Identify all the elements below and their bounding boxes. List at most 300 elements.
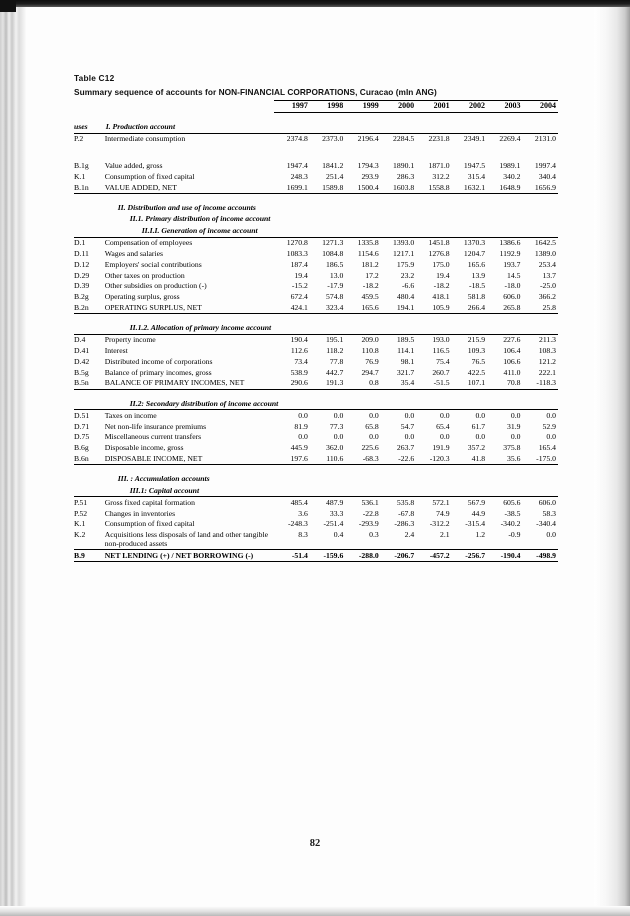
cell-value: 445.9 (290, 443, 308, 453)
cell-value: 2349.1 (463, 134, 486, 144)
cell-value: 165.6 (345, 302, 380, 313)
table-row (74, 281, 558, 292)
cell-value: 35.6 (487, 453, 522, 464)
cell-value: -118.3 (522, 378, 558, 389)
cell-value: 572.1 (432, 497, 450, 507)
page-number: 82 (309, 838, 321, 849)
cell-value: 248.3 (290, 171, 308, 181)
row-code: B.6n (74, 453, 104, 464)
cell-value: 411.0 (503, 367, 521, 377)
cell-value: 581.8 (467, 292, 486, 302)
cell-value: 186.5 (326, 259, 344, 269)
cell-value: 1389.0 (534, 248, 556, 258)
cell-value: -175.0 (522, 453, 558, 464)
column-header-year-2001: 2001 (416, 101, 451, 113)
table-row (74, 334, 558, 345)
row-code: B.5n (74, 378, 104, 389)
section-code-cell (74, 202, 104, 214)
cell-value: -18.2 (362, 281, 379, 291)
row-label: OPERATING SURPLUS, NET (104, 302, 275, 313)
section-header-capital (74, 485, 558, 497)
cell-value: 76.9 (365, 356, 379, 366)
cell-value: -340.2 (500, 519, 521, 529)
cell-value: 13.0 (329, 270, 344, 280)
row-label: Other taxes on production (104, 270, 185, 280)
cell-value: 0.0 (440, 432, 450, 442)
cell-value: 222.1 (538, 367, 556, 377)
cell-value: -315.4 (465, 519, 486, 529)
cell-value: 1370.3 (463, 238, 486, 248)
row-code: D.75 (74, 432, 90, 442)
cell-value: 193.0 (432, 335, 450, 345)
table-row (74, 497, 558, 508)
cell-value: -248.3 (288, 519, 308, 529)
cell-value: 1648.9 (487, 182, 522, 193)
cell-value: 0.0 (369, 410, 379, 420)
section-code-cell (74, 225, 104, 237)
cell-value: 2196.4 (357, 134, 379, 144)
cell-value: 0.0 (333, 432, 344, 442)
spacer (74, 314, 558, 323)
row-label: Net non-life insurance premiums (104, 421, 207, 431)
cell-value: 2.1 (440, 530, 450, 540)
cell-value: 321.7 (396, 367, 415, 377)
cell-value: -68.3 (345, 453, 380, 464)
row-label: Disposable income, gross (104, 443, 184, 453)
cell-value: 294.7 (361, 367, 379, 377)
cell-value: -288.0 (345, 550, 380, 562)
cell-value: 181.2 (361, 259, 379, 269)
cell-value: 0.0 (369, 432, 379, 442)
cell-value: 1154.6 (357, 248, 379, 258)
cell-value: 263.7 (396, 443, 415, 453)
row-label: Property income (104, 335, 156, 345)
section-code-cell (74, 213, 104, 225)
cell-value: 81.9 (294, 421, 308, 431)
cell-value: 1997.4 (534, 161, 556, 171)
cell-value: 58.3 (542, 508, 556, 518)
cell-value: 0.0 (475, 432, 486, 442)
cell-value: 225.6 (361, 443, 379, 453)
header-label-cell (104, 101, 275, 113)
cell-value: 0.0 (510, 432, 521, 442)
cell-value: 1603.8 (381, 182, 416, 193)
cell-value: 1386.6 (499, 238, 521, 248)
cell-value: 98.1 (400, 356, 415, 366)
cell-value: 106.4 (503, 346, 521, 356)
section-code-cell (74, 485, 104, 497)
row-label: DISPOSABLE INCOME, NET (104, 453, 275, 464)
row-code: D.39 (74, 281, 90, 291)
row-label: Intermediate consumption (104, 134, 186, 144)
cell-value: 286.3 (396, 171, 415, 181)
cell-value: 110.6 (310, 453, 345, 464)
row-label: Value added, gross (104, 161, 163, 171)
column-header-year-1997: 1997 (274, 101, 309, 113)
column-header-year-2000: 2000 (381, 101, 416, 113)
cell-value: 0.0 (333, 410, 344, 420)
cell-value: 1084.8 (322, 248, 344, 258)
page-top-dark-band (0, 0, 630, 7)
cell-value: 260.7 (432, 367, 450, 377)
row-code: B.2g (74, 292, 89, 302)
cell-value: 2231.8 (428, 134, 450, 144)
table-row (74, 259, 558, 270)
cell-value: 41.8 (452, 453, 487, 464)
row-label: NET LENDING (+) / NET BORROWING (-) (104, 550, 275, 562)
row-label: Other subsidies on production (-) (104, 281, 207, 291)
section-title-secondary: II.2: Secondary distribution of income account (104, 398, 558, 410)
section-header-generation (74, 225, 558, 237)
row-code: P.51 (74, 497, 88, 507)
cell-value: 121.2 (538, 356, 556, 366)
cell-value: 0.0 (546, 530, 556, 540)
row-code: B.1g (74, 161, 89, 171)
row-code: K.2 (74, 530, 86, 540)
column-header-year-2003: 2003 (487, 101, 522, 113)
cell-value: 606.0 (503, 292, 521, 302)
cell-value: 535.8 (396, 497, 415, 507)
cell-value: 366.2 (538, 292, 556, 302)
cell-value: 1841.2 (322, 161, 344, 171)
row-label: Balance of primary incomes, gross (104, 367, 212, 377)
cell-value: 14.5 (507, 270, 521, 280)
table-row (74, 453, 558, 464)
section-title-production: I. Production account (104, 121, 558, 133)
row-label: Consumption of fixed capital (104, 171, 195, 181)
column-header-year-2002: 2002 (452, 101, 487, 113)
cell-value: -340.4 (536, 519, 556, 529)
cell-value: 0.3 (369, 530, 379, 540)
cell-value: 0.0 (546, 432, 556, 442)
cell-value: 1276.8 (428, 248, 450, 258)
cell-value: 362.0 (326, 443, 344, 453)
row-label: Changes in inventories (104, 508, 176, 518)
table-row (74, 367, 558, 378)
cell-value: 487.9 (326, 497, 344, 507)
cell-value: 1871.0 (428, 161, 450, 171)
cell-value: 253.4 (538, 259, 556, 269)
cell-value: 31.9 (507, 421, 521, 431)
cell-value: 1500.4 (345, 182, 380, 193)
table-row (74, 443, 558, 454)
table-header-row (74, 101, 558, 113)
cell-value: 567.9 (467, 497, 486, 507)
cell-value: 1699.1 (274, 182, 309, 193)
section-title-allocation: II.1.2. Allocation of primary income account (104, 322, 558, 334)
table-row (74, 302, 558, 313)
cell-value: 266.4 (452, 302, 487, 313)
section-header-accumulation (74, 473, 558, 485)
cell-value: 2269.4 (499, 134, 521, 144)
row-code: D.51 (74, 410, 90, 420)
cell-value: 0.0 (440, 410, 450, 420)
cell-value: 215.9 (467, 335, 486, 345)
cell-value: 0.0 (298, 410, 308, 420)
row-code: D.71 (74, 421, 90, 431)
cell-value: 293.9 (361, 171, 379, 181)
cell-value: -190.4 (487, 550, 522, 562)
cell-value: 375.8 (503, 443, 521, 453)
table-row (74, 160, 558, 171)
row-label: Miscellaneous current transfers (104, 432, 202, 442)
cell-value: -22.8 (362, 508, 379, 518)
cell-value: 536.1 (361, 497, 379, 507)
row-code: D.42 (74, 356, 90, 366)
cell-value: 13.7 (542, 270, 556, 280)
table-row (74, 356, 558, 367)
cell-value: -18.0 (504, 281, 521, 291)
table-number: Table C12 (74, 73, 115, 83)
cell-value: 175.0 (432, 259, 450, 269)
table-row-total (74, 550, 558, 562)
row-code: B.1n (74, 182, 104, 193)
cell-value: 165.4 (538, 443, 556, 453)
row-code: B.9 (74, 550, 104, 562)
cell-value: 0.0 (404, 410, 415, 420)
cell-value: -51.4 (274, 550, 309, 562)
row-code: D.41 (74, 346, 90, 356)
cell-value: -6.6 (402, 281, 415, 291)
row-code: P.52 (74, 508, 88, 518)
section-header-production (74, 121, 558, 133)
cell-value: -251.4 (323, 519, 344, 529)
cell-value: 190.4 (290, 335, 308, 345)
cell-value: 1656.9 (522, 182, 558, 193)
row-label: BALANCE OF PRIMARY INCOMES, NET (104, 378, 275, 389)
cell-value: 0.0 (404, 432, 415, 442)
header-code-cell (74, 101, 104, 113)
cell-value: 480.4 (396, 292, 415, 302)
cell-value: 107.1 (452, 378, 487, 389)
cell-value: 1083.3 (286, 248, 308, 258)
section-title-capital: III.1: Capital account (104, 485, 558, 497)
row-label: Interest (104, 346, 128, 356)
table-row (74, 171, 558, 182)
cell-value: 0.0 (298, 432, 308, 442)
cell-value: 116.5 (432, 346, 450, 356)
cell-value: 209.0 (361, 335, 379, 345)
cell-value: 340.4 (538, 171, 556, 181)
cell-value: -159.6 (310, 550, 345, 562)
cell-value: 193.7 (503, 259, 521, 269)
cell-value: 54.7 (400, 421, 415, 431)
cell-value: 290.6 (274, 378, 309, 389)
spacer (74, 144, 558, 155)
cell-value: -206.7 (381, 550, 416, 562)
cell-value: -120.3 (416, 453, 451, 464)
cell-value: -22.6 (381, 453, 416, 464)
cell-value: 52.9 (542, 421, 556, 431)
table-row (74, 432, 558, 443)
row-label: Employers' social contributions (104, 259, 202, 269)
cell-value: 459.5 (361, 292, 379, 302)
cell-value: 1451.8 (428, 238, 450, 248)
cell-value: 312.2 (432, 171, 450, 181)
cell-value: 211.3 (538, 335, 556, 345)
cell-value: 605.6 (503, 497, 521, 507)
cell-value: 357.2 (467, 443, 486, 453)
row-label: Compensation of employees (104, 238, 193, 248)
cell-value: -17.9 (327, 281, 344, 291)
cell-value: 227.6 (503, 335, 521, 345)
cell-value: 315.4 (467, 171, 486, 181)
cell-value: 1890.1 (393, 161, 415, 171)
table-row (74, 378, 558, 389)
cell-value: 251.4 (326, 171, 344, 181)
table-row (74, 410, 558, 421)
cell-value: 175.9 (396, 259, 415, 269)
row-label: Wages and salaries (104, 248, 163, 258)
page-title: Summary sequence of accounts for NON-FINANCIAL CORPORATIONS, Curacao (mln ANG) (74, 87, 437, 97)
row-code: D.11 (74, 248, 89, 258)
spacer (74, 465, 558, 474)
cell-value: -0.9 (508, 530, 521, 540)
page-corner-dark (0, 0, 16, 12)
cell-value: 1270.8 (286, 238, 308, 248)
cell-value: 1642.5 (534, 238, 556, 248)
cell-value: -18.5 (469, 281, 486, 291)
section-header-secondary (74, 398, 558, 410)
cell-value: -67.8 (398, 508, 415, 518)
row-label: Consumption of fixed capital (104, 519, 195, 529)
column-header-year-2004: 2004 (522, 101, 558, 113)
column-header-year-1999: 1999 (345, 101, 380, 113)
cell-value: 1989.1 (499, 161, 521, 171)
cell-value: 418.1 (432, 292, 450, 302)
cell-value: 323.4 (310, 302, 345, 313)
cell-value: 0.0 (510, 410, 521, 420)
cell-value: 538.9 (290, 367, 308, 377)
cell-value: 2373.0 (322, 134, 344, 144)
cell-value: -286.3 (394, 519, 415, 529)
cell-value: 77.3 (329, 421, 344, 431)
cell-value: 8.3 (298, 530, 308, 540)
cell-value: 70.8 (487, 378, 522, 389)
cell-value: 2131.0 (534, 134, 556, 144)
cell-value: 0.0 (475, 410, 486, 420)
accounts-table (74, 100, 558, 562)
cell-value: 574.8 (326, 292, 344, 302)
row-label: Operating surplus, gross (104, 292, 180, 302)
cell-value: 340.2 (503, 171, 521, 181)
cell-value: 1947.4 (286, 161, 308, 171)
cell-value: 1335.8 (357, 238, 379, 248)
cell-value: 110.8 (361, 346, 379, 356)
cell-value: -18.2 (433, 281, 450, 291)
cell-value: 23.2 (400, 270, 415, 280)
cell-value: 0.0 (546, 410, 556, 420)
cell-value: 112.6 (290, 346, 308, 356)
table-row (74, 530, 558, 550)
row-code: B.2n (74, 302, 104, 313)
row-label: Acquisitions less disposals of land and other tangible non-produced assets (104, 530, 269, 549)
cell-value: 44.9 (471, 508, 486, 518)
page-bottom-edge-shadow (0, 906, 630, 916)
table-row (74, 133, 558, 144)
cell-value: -312.2 (429, 519, 450, 529)
cell-value: 165.6 (467, 259, 486, 269)
row-label: VALUE ADDED, NET (104, 182, 275, 193)
cell-value: 33.3 (329, 508, 344, 518)
cell-value: 672.4 (290, 292, 308, 302)
cell-value: 1204.7 (463, 248, 486, 258)
table-row (74, 270, 558, 281)
cell-value: 105.9 (416, 302, 451, 313)
cell-value: 1271.3 (322, 238, 344, 248)
table-row (74, 508, 558, 519)
cell-value: 19.4 (436, 270, 450, 280)
cell-value: -498.9 (522, 550, 558, 562)
cell-value: 1794.3 (357, 161, 379, 171)
cell-value: 1947.5 (463, 161, 486, 171)
table-row (74, 519, 558, 530)
row-code: B.6g (74, 443, 89, 453)
cell-value: -38.5 (504, 508, 521, 518)
cell-value: 0.8 (345, 378, 380, 389)
cell-value: 75.4 (436, 356, 450, 366)
cell-value: 424.1 (274, 302, 309, 313)
cell-value: 65.4 (436, 421, 450, 431)
cell-value: 1589.8 (310, 182, 345, 193)
table-row (74, 182, 558, 193)
section-title-accumulation: III. : Accumulation accounts (117, 474, 210, 484)
page-left-edge-shadow (0, 5, 26, 916)
row-label: Distributed income of corporations (104, 356, 213, 366)
cell-value: 118.2 (326, 346, 344, 356)
cell-value: 189.5 (396, 335, 415, 345)
cell-value: 73.4 (294, 356, 308, 366)
cell-value: 442.7 (326, 367, 344, 377)
row-code: K.1 (74, 519, 86, 529)
cell-value: 195.1 (326, 335, 344, 345)
cell-value: 0.4 (333, 530, 344, 540)
cell-value: 25.8 (522, 302, 558, 313)
section-title-generation: II.I.I. Generation of income account (104, 225, 558, 237)
section-code-cell (74, 473, 104, 485)
cell-value: 194.1 (381, 302, 416, 313)
cell-value: 106.6 (503, 356, 521, 366)
section-code-cell (74, 398, 104, 410)
cell-value: 1558.8 (416, 182, 451, 193)
cell-value: -25.0 (539, 281, 556, 291)
row-label: Gross fixed capital formation (104, 497, 195, 507)
cell-value: 2.4 (404, 530, 415, 540)
section-header-allocation (74, 322, 558, 334)
cell-value: 265.8 (487, 302, 522, 313)
cell-value: 65.8 (365, 421, 379, 431)
row-label: Taxes on income (104, 410, 157, 420)
cell-value: 114.1 (397, 346, 415, 356)
page-right-edge-shadow (594, 5, 630, 916)
cell-value: 2374.8 (286, 134, 308, 144)
cell-value: -15.2 (291, 281, 308, 291)
section-code-cell (74, 322, 104, 334)
section-title-primary-distribution: II.1. Primary distribution of income account (129, 214, 271, 224)
row-code: B.5g (74, 367, 89, 377)
column-header-year-1998: 1998 (310, 101, 345, 113)
row-code: K.1 (74, 171, 86, 181)
cell-value: 191.3 (310, 378, 345, 389)
table-row (74, 345, 558, 356)
cell-value: 191.9 (432, 443, 450, 453)
cell-value: 3.6 (298, 508, 308, 518)
cell-value: -51.5 (416, 378, 451, 389)
cell-value: 1632.1 (452, 182, 487, 193)
cell-value: 109.3 (467, 346, 486, 356)
cell-value: 422.5 (467, 367, 486, 377)
cell-value: 108.3 (538, 346, 556, 356)
